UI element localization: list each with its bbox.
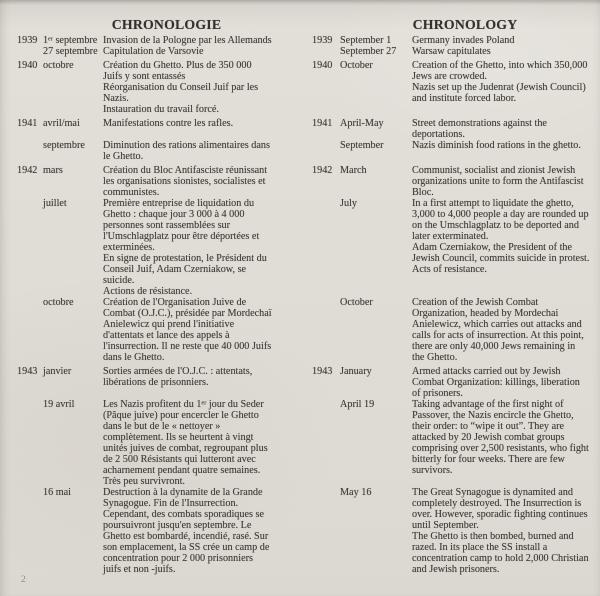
paragraph: Destruction à la dynamite de la Grande Synagogue. Fin de l'Insurrection. Cependant, des combats sporadiques se poursuivront jusqu'en septembre. Le Ghetto est bombardé, incendié, rasé. Sur son emplacement, la SS crée un camp de concentration pour 2 000 prisonniers juifs et non -juifs. bbox=[103, 487, 270, 575]
paragraph: Creation of the Ghetto, into which 350,000 Jews are crowded. bbox=[412, 60, 588, 82]
entry-text-right bbox=[412, 198, 590, 275]
entry-text-left bbox=[103, 46, 272, 57]
entry-text-left bbox=[103, 399, 272, 487]
year-label-right: 1943 bbox=[312, 366, 333, 377]
paragraph: Nazis diminish food rations in the ghetto. bbox=[412, 140, 581, 151]
page-number: 2 bbox=[21, 575, 26, 585]
chronology-row bbox=[17, 366, 590, 399]
entry-text-right bbox=[412, 366, 590, 399]
entry-text-left bbox=[103, 487, 272, 575]
paragraph: Création de l'Organisation Juive de Combat (O.J.C.), présidée par Mordechaï Anielewicz qui prend l'initiative d'attentats et lance des appels à l'insurrection. Il ne reste que 40 000 Juifs dans le Ghetto. bbox=[103, 297, 272, 363]
chronology-row bbox=[17, 487, 590, 575]
paragraph: The Great Synagogue is dynamited and completely destroyed. The Insurrection is over. However, sporadic fighting continues until September. bbox=[412, 487, 588, 531]
year-label-left: 1943 bbox=[17, 366, 38, 377]
date-label-left: avril/mai bbox=[43, 118, 80, 129]
date-label-left: octobre bbox=[43, 60, 74, 71]
date-label-left: septembre bbox=[43, 140, 85, 151]
date-label-left: 27 septembre bbox=[43, 46, 98, 57]
paragraph: Sorties armées de l'O.J.C. : attentats, libérations de prisonniers. bbox=[103, 366, 253, 388]
year-label-left: 1939 bbox=[17, 35, 38, 46]
paragraph: Adam Czerniakow, the President of the Jewish Council, commits suicide in protest. bbox=[412, 242, 590, 264]
paragraph: Actions de résistance. bbox=[103, 286, 193, 297]
entry-text-right bbox=[412, 399, 590, 476]
year-label-left: 1942 bbox=[17, 165, 38, 176]
date-label-right: January bbox=[340, 366, 372, 377]
entry-text-left bbox=[103, 35, 272, 46]
paragraph: Les Nazis profitent du 1ᵉʳ jour du Seder (Pâque juive) pour encercler le Ghetto dans le but de le « nettoyer » complètement. Ils se heurtent à vingt unités juives de combat, regroupant plus de 2 500 Résistants qui lutteront avec acharnement pendant quatre semaines. Très peu survivront. bbox=[103, 399, 268, 487]
chronology-row bbox=[17, 198, 590, 297]
date-label-left: 1ᵉʳ septembre bbox=[43, 35, 98, 46]
right-column-title: CHRONOLOGY bbox=[412, 17, 518, 32]
entry-text-right bbox=[412, 487, 590, 575]
entry-text-left bbox=[103, 366, 272, 388]
date-label-right: May 16 bbox=[340, 487, 372, 498]
chronology-row bbox=[17, 140, 590, 162]
entry-text-left bbox=[103, 60, 272, 115]
paragraph: The Ghetto is then bombed, burned and razed. In its place the SS install a concentration camp to hold 2,000 Christian and Jewish prisoners. bbox=[412, 531, 589, 575]
entry-text-right bbox=[412, 118, 590, 140]
chronology-row bbox=[17, 35, 590, 46]
paragraph: Première entreprise de liquidation du Ghetto : chaque jour 3 000 à 4 000 personnes sont rassemblées sur l'Umschlagplatz pour être déportées et exterminées. bbox=[103, 198, 260, 253]
chronology-row bbox=[17, 118, 590, 140]
chronology-row bbox=[17, 297, 590, 363]
date-label-right: September bbox=[340, 140, 384, 151]
year-label-right: 1942 bbox=[312, 165, 333, 176]
entry-text-left bbox=[103, 118, 272, 129]
year-label-left: 1940 bbox=[17, 60, 38, 71]
paragraph: Street demonstrations against the deportations. bbox=[412, 118, 547, 140]
paragraph: Manifestations contre les rafles. bbox=[103, 118, 234, 129]
date-label-right: October bbox=[340, 60, 373, 71]
date-label-right: October bbox=[340, 297, 373, 308]
year-label-right: 1940 bbox=[312, 60, 333, 71]
chronology-table bbox=[17, 35, 590, 575]
paragraph: Taking advantage of the first night of Passover, the Nazis encircle the Ghetto, their order: to “wipe it out”. They are attacked by 20 Jewish combat groups comprising over 2,500 resistants, who fight bitterly for four weeks. There are few survivors. bbox=[412, 399, 589, 476]
entry-text-right bbox=[412, 140, 590, 151]
entry-text-left bbox=[103, 140, 272, 162]
paragraph: Réorganisation du Conseil Juif par les Nazis. bbox=[103, 82, 259, 104]
paragraph: Armed attacks carried out by Jewish Combat Organization: killings, liberation of prisoners. bbox=[412, 366, 580, 399]
chronology-row bbox=[17, 399, 590, 487]
paragraph: Warsaw capitulates bbox=[412, 46, 491, 57]
date-label-right: September 1 bbox=[340, 35, 392, 46]
paragraph: En signe de protestation, le Président du Conseil Juif, Adam Czerniakow, se suicide. bbox=[103, 253, 267, 286]
year-label-left: 1941 bbox=[17, 118, 38, 129]
paragraph: In a first attempt to liquidate the ghetto, 3,000 to 4,000 people a day are rounded up on the Umschlagplatz to be deported and later exterminated. bbox=[412, 198, 589, 242]
date-label-right: September 27 bbox=[340, 46, 397, 57]
date-label-left: 19 avril bbox=[43, 399, 75, 410]
paragraph: Création du Ghetto. Plus de 350 000 Juifs y sont entassés bbox=[103, 60, 252, 82]
year-label-right: 1941 bbox=[312, 118, 333, 129]
date-label-right: April 19 bbox=[340, 399, 375, 410]
date-label-left: 16 mai bbox=[43, 487, 72, 498]
paragraph: Diminution des rations alimentaires dans le Ghetto. bbox=[103, 140, 270, 162]
paragraph: Communist, socialist and zionist Jewish organizations unite to form the Antifascist Bloc. bbox=[412, 165, 584, 198]
paragraph: Germany invades Poland bbox=[412, 35, 515, 46]
paragraph: Capitulation de Varsovie bbox=[103, 46, 204, 57]
entry-text-right bbox=[412, 46, 590, 57]
paragraph: Creation of the Jewish Combat Organization, headed by Mordechai Anielewicz, which carries out attacks and calls for acts of insurrection. At this point, there are only 40,000 Jews remaining in the Ghetto. bbox=[412, 297, 584, 363]
entry-text-left bbox=[103, 165, 272, 198]
chronology-header bbox=[17, 17, 590, 32]
paragraph: Création du Bloc Antifasciste réunissant les organisations sionistes, socialistes et communistes. bbox=[103, 165, 268, 198]
paragraph: Acts of resistance. bbox=[412, 264, 487, 275]
chronology-row bbox=[17, 165, 590, 198]
date-label-left: octobre bbox=[43, 297, 74, 308]
entry-text-right bbox=[412, 60, 590, 104]
date-label-right: March bbox=[340, 165, 367, 176]
date-label-left: janvier bbox=[43, 366, 72, 377]
paragraph: Invasion de la Pologne par les Allemands bbox=[103, 35, 272, 46]
entry-text-left bbox=[103, 198, 272, 297]
date-label-right: July bbox=[340, 198, 357, 209]
entry-text-left bbox=[103, 297, 272, 363]
date-label-right: April-May bbox=[340, 118, 384, 129]
entry-text-right bbox=[412, 35, 590, 46]
paragraph: Instauration du travail forcé. bbox=[103, 104, 219, 115]
date-label-left: mars bbox=[43, 165, 63, 176]
year-label-right: 1939 bbox=[312, 35, 333, 46]
paragraph: Nazis set up the Judenrat (Jewish Council) and institute forced labor. bbox=[412, 82, 586, 104]
chronology-row bbox=[17, 46, 590, 57]
entry-text-right bbox=[412, 165, 590, 198]
chronology-row bbox=[17, 60, 590, 115]
left-column-title: CHRONOLOGIE bbox=[111, 17, 222, 32]
entry-text-right bbox=[412, 297, 590, 363]
date-label-left: juillet bbox=[43, 198, 67, 209]
